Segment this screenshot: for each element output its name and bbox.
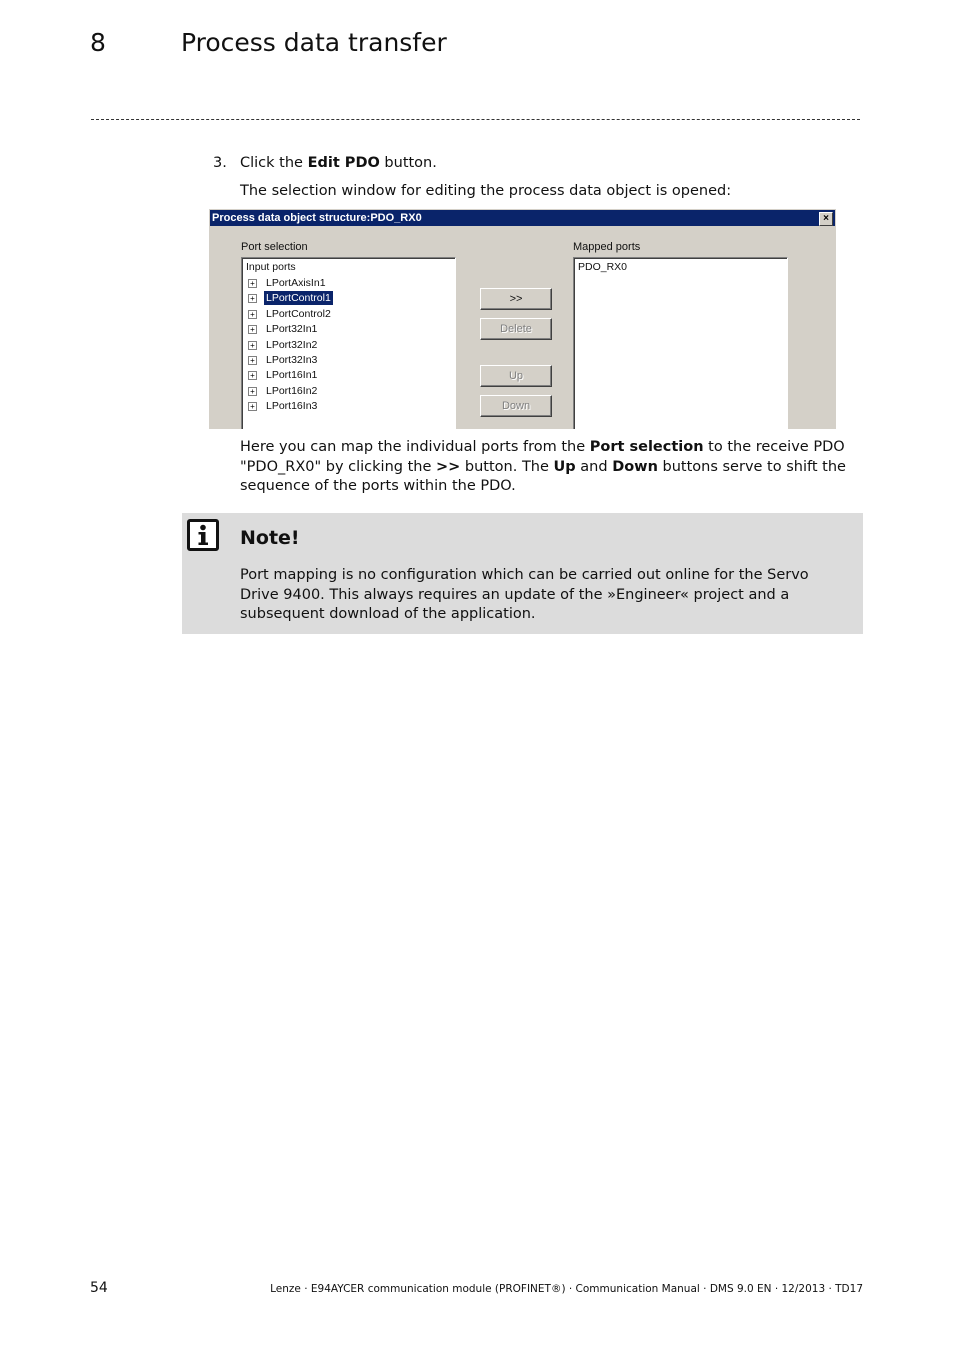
down-button[interactable]: Down xyxy=(480,395,552,417)
step-text-after: button. xyxy=(379,155,437,171)
expand-plus-icon[interactable]: + xyxy=(248,387,257,396)
para2-b3: Up xyxy=(553,458,576,475)
para2-b2: >> xyxy=(435,458,461,475)
mapped-item-pdo-rx0[interactable]: PDO_RX0 xyxy=(578,261,628,273)
tree-item-label: LPortControl2 xyxy=(266,307,331,320)
chapter-number: 8 xyxy=(90,28,106,57)
para2-t1: Here you can map the individual ports from the xyxy=(240,439,590,455)
chapter-title: Process data transfer xyxy=(181,28,447,57)
expand-plus-icon[interactable]: + xyxy=(248,371,257,380)
up-button[interactable]: Up xyxy=(480,365,552,387)
expand-plus-icon[interactable]: + xyxy=(248,279,257,288)
pdo-structure-dialog xyxy=(209,209,836,429)
step-text-before: Click the xyxy=(240,155,308,171)
info-icon xyxy=(187,519,219,551)
para2-b1: Port selection xyxy=(589,439,704,455)
tree-item-label: LPort32In2 xyxy=(266,338,318,351)
step-text xyxy=(240,154,437,174)
port-selection-label: Port selection xyxy=(241,241,308,253)
tree-item-label: LPortAxisIn1 xyxy=(266,277,326,289)
footer-text: Lenze · E94AYCER communication module (PROFINET®) · Communication Manual · DMS 9.0 EN · 12/2013 · TD17 xyxy=(270,1283,863,1295)
expand-plus-icon[interactable]: + xyxy=(248,294,257,303)
intro-sentence: The selection window for editing the process data object is opened: xyxy=(240,183,732,199)
dialog-title: Process data object structure:PDO_RX0 xyxy=(212,212,422,224)
tree-item-label: LPortControl1 xyxy=(266,292,331,305)
page-number: 54 xyxy=(90,1280,108,1296)
para2-t2: to the receive PDO "PDO_RX0" by clicking the xyxy=(240,439,845,475)
para2-t4: and xyxy=(575,458,613,475)
step-number: 3. xyxy=(213,155,227,171)
header-divider xyxy=(91,119,860,120)
port-selection-tree[interactable] xyxy=(241,257,456,429)
mapping-explanation xyxy=(240,438,864,497)
tree-item-label: LPort16In3 xyxy=(266,400,318,413)
mapped-ports-label: Mapped ports xyxy=(573,241,641,253)
expand-plus-icon[interactable]: + xyxy=(248,341,257,350)
para2-t5: buttons serve to shift the sequence of the ports within the PDO. xyxy=(240,458,846,494)
expand-plus-icon[interactable]: + xyxy=(248,402,257,411)
expand-plus-icon[interactable]: + xyxy=(248,310,257,319)
map-button[interactable]: >> xyxy=(480,288,552,310)
tree-item-label: LPort32In3 xyxy=(266,354,318,366)
expand-plus-icon[interactable]: + xyxy=(248,356,257,365)
delete-button[interactable]: Delete xyxy=(480,318,552,340)
mapped-ports-list[interactable] xyxy=(573,257,788,429)
tree-item-label: LPort16In1 xyxy=(266,369,318,382)
step-text-bold: Edit PDO xyxy=(307,155,380,171)
note-title: Note! xyxy=(240,527,300,549)
dialog-titlebar xyxy=(210,210,835,226)
tree-item-label: LPort16In2 xyxy=(266,384,318,397)
para2-b4: Down xyxy=(612,458,658,475)
note-text: Port mapping is no configuration which can be carried out online for the Servo Drive 9400. This always requires an update of the »Engineer« project and a subsequent download of the application. xyxy=(240,567,809,622)
close-icon[interactable]: × xyxy=(819,212,833,226)
expand-plus-icon[interactable]: + xyxy=(248,325,257,334)
para2-t3: button. The xyxy=(460,458,554,475)
note-box xyxy=(182,513,863,634)
tree-root-input-ports[interactable]: Input ports xyxy=(246,261,296,273)
tree-item-label: LPort32In1 xyxy=(266,323,318,336)
info-icon-glyph xyxy=(190,522,216,548)
